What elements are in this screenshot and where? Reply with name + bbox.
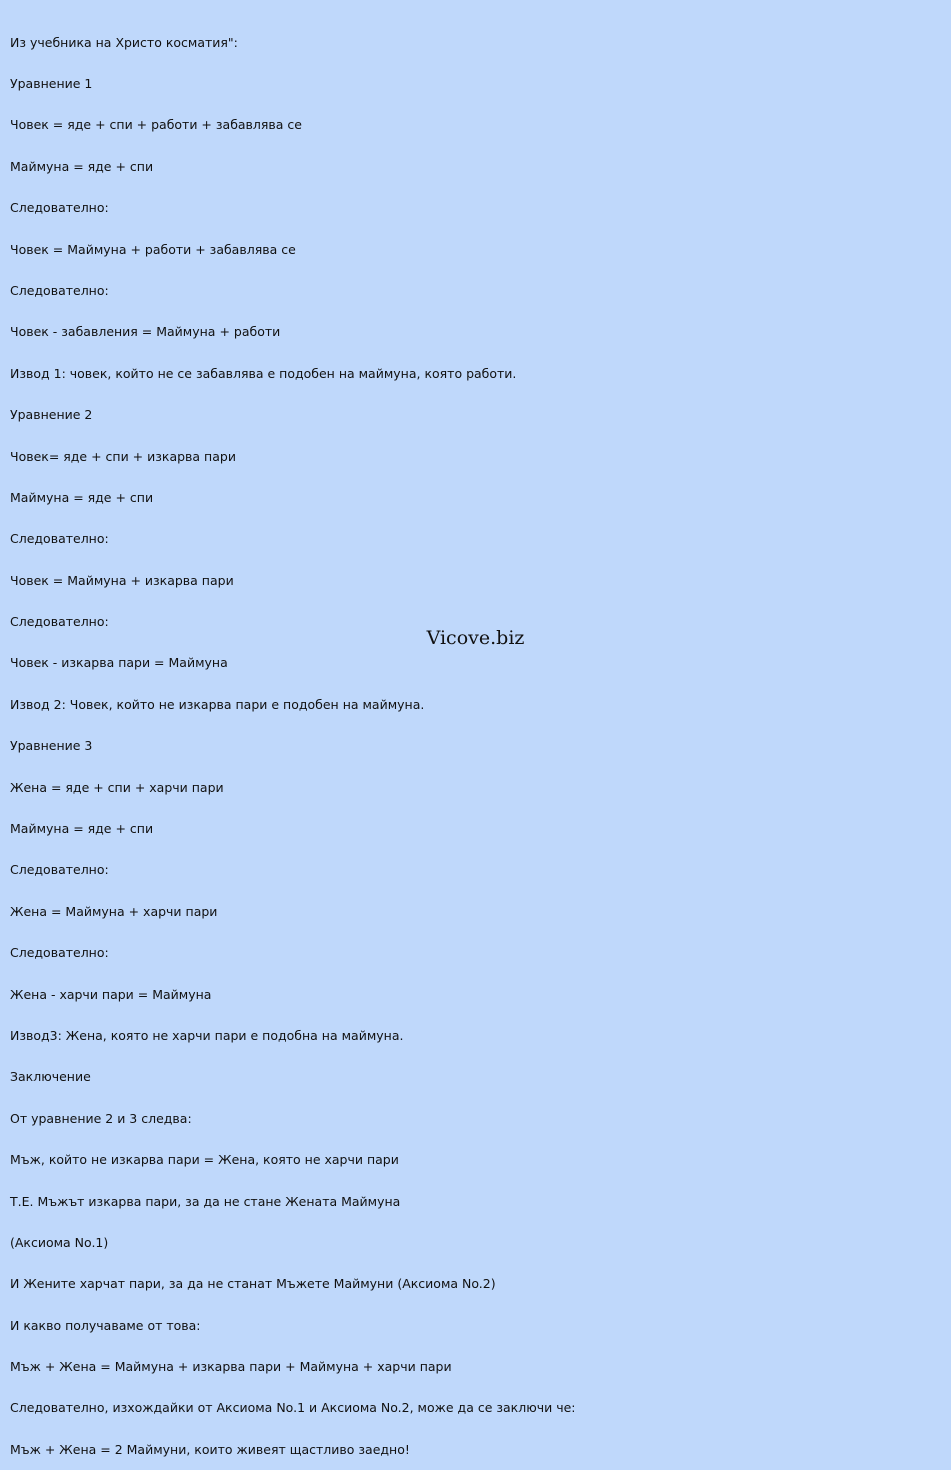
text-line: (Аксиома No.1): [10, 1234, 109, 1250]
text-line: И какво получаваме от това:: [10, 1317, 201, 1333]
text-line: Жена - харчи пари = Маймуна: [10, 986, 212, 1002]
text-line: Човек = Маймуна + изкарва пари: [10, 572, 234, 588]
text-line: Т.Е. Мъжът изкарва пари, за да не стане Жената Маймуна: [10, 1193, 401, 1209]
text-line: Извод3: Жена, която не харчи пари е подобна на маймуна.: [10, 1027, 404, 1043]
text-line: Извод 2: Човек, който не изкарва пари е подобен на маймуна.: [10, 696, 425, 712]
text-line: Маймуна = яде + спи: [10, 158, 154, 174]
text-line: Мъж + Жена = 2 Маймуни, които живеят щастливо заедно!: [10, 1441, 410, 1457]
text-line: Следователно:: [10, 531, 109, 547]
text-line: Следователно:: [10, 945, 109, 961]
text-line: Извод 1: човек, който не се забавлява е подобен на маймуна, която работи.: [10, 365, 517, 381]
text-line: Жена = Маймуна + харчи пари: [10, 903, 218, 919]
text-line: Човек = яде + спи + работи + забавлява се: [10, 117, 302, 133]
text-line: Уравнение 2: [10, 407, 93, 423]
text-line: Следователно:: [10, 282, 109, 298]
joke-text-block: [10, 8, 930, 1470]
text-line: Уравнение 1: [10, 75, 93, 91]
text-line: Човек= яде + спи + изкарва пари: [10, 448, 236, 464]
text-line: Следователно:: [10, 614, 109, 630]
text-line: Следователно:: [10, 200, 109, 216]
text-line: Човек = Маймуна + работи + забавлява се: [10, 241, 296, 257]
text-line: Човек - забавления = Маймуна + работи: [10, 324, 281, 340]
site-watermark: Vicove.biz: [426, 627, 525, 649]
text-line: И Жените харчат пари, за да не станат Мъжете Маймуни (Аксиома No.2): [10, 1276, 496, 1292]
text-line: Заключение: [10, 1069, 91, 1085]
text-line: Човек - изкарва пари = Маймуна: [10, 655, 228, 671]
text-line: Мъж, който не изкарва пари = Жена, която не харчи пари: [10, 1152, 399, 1168]
text-line: Мъж + Жена = Маймуна + изкарва пари + Маймуна + харчи пари: [10, 1359, 452, 1375]
text-line: Маймуна = яде + спи: [10, 821, 154, 837]
text-line: Уравнение 3: [10, 738, 93, 754]
text-line: От уравнение 2 и 3 следва:: [10, 1110, 192, 1126]
text-line: Следователно:: [10, 862, 109, 878]
text-line: Жена = яде + спи + харчи пари: [10, 779, 224, 795]
text-line: Маймуна = яде + спи: [10, 489, 154, 505]
text-line: Из учебника на Христо косматия":: [10, 34, 238, 50]
text-line: Следователно, изхождайки от Аксиома No.1 и Аксиома No.2, може да се заключи че:: [10, 1400, 576, 1416]
